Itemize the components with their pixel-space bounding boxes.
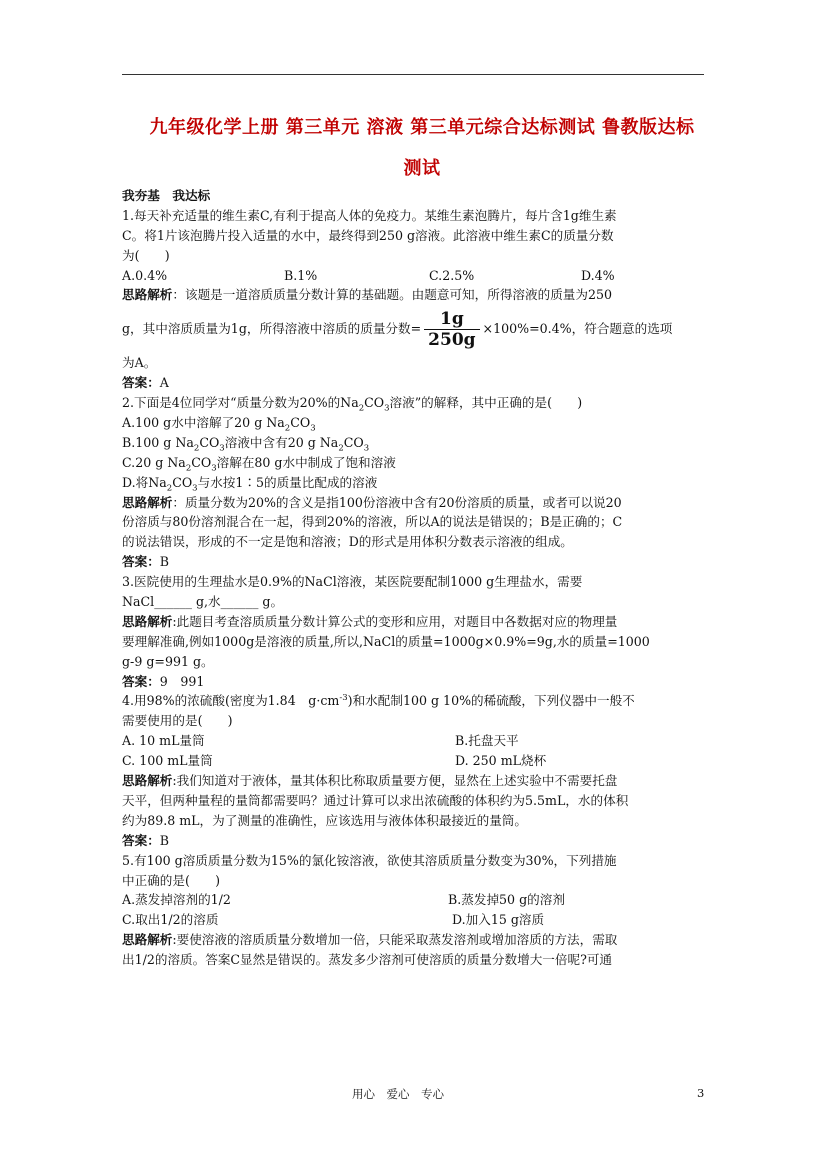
question-5 — [122, 851, 710, 970]
analysis-text: 份溶质与80份溶剂混合在一起，得到20%的溶液，所以A的说法是错误的；B是正确的；C — [122, 514, 623, 530]
question-4-line: 需要使用的是( ) — [122, 713, 233, 729]
option-b — [122, 433, 710, 453]
analysis-text: :要使溶液的溶质质量分数增加一倍，只能采取蒸发溶剂或增加溶质的方法，需取 — [172, 932, 618, 948]
option-a: A.蒸发掉溶剂的1/2 — [122, 892, 231, 908]
text-run: 溶液”的解释，其中正确的是( ) — [389, 395, 583, 411]
analysis-text: ：该题是一道溶质质量分数计算的基础题。由题意可知，所得溶液的质量为250 — [172, 287, 613, 303]
subscript: 3 — [192, 483, 198, 494]
question-1 — [122, 206, 710, 393]
option-d: D.4% — [581, 267, 615, 283]
option-b: B.1% — [284, 267, 318, 283]
analysis-text: g-9 g=991 g。 — [122, 653, 214, 669]
text-run: D.将Na — [122, 474, 167, 490]
question-3-line: 3.医院使用的生理盐水是0.9%的NaCl溶液，某医院要配制1000 g生理盐水，需要 — [122, 574, 583, 590]
question-4-options — [122, 731, 710, 751]
answer-value: A — [159, 375, 169, 391]
option-b: B.托盘天平 — [455, 733, 519, 749]
text-run: A.100 g水中溶解了20 g Na — [122, 415, 285, 431]
analysis-text: 要理解准确,例如1000g是溶液的质量,所以,NaCl的质量=1000g×0.9%=9g,水的质量=1000 — [122, 633, 650, 649]
text-run: C.20 g Na — [122, 454, 186, 470]
option-b: B.蒸发掉50 g的溶剂 — [448, 892, 565, 908]
question-1-line: 1.每天补充适量的维生素C,有利于提高人体的免疫力。某维生素泡腾片，每片含1g维生素 — [122, 207, 617, 223]
document-title-line-2: 测试 — [403, 158, 441, 179]
subscript: 2 — [358, 403, 365, 414]
analysis-text: 约为89.8 mL，为了测量的准确性，应该选用与液体体积最接近的量筒。 — [122, 812, 527, 828]
question-3-line: NaCl______ g,水______ g。 — [122, 594, 284, 610]
analysis-label: 思路解析 — [122, 932, 173, 948]
question-4-stem — [122, 691, 710, 711]
analysis-label: 思路解析 — [122, 613, 173, 629]
analysis-text: 出1/2的溶质。答案C显然是错误的。蒸发多少溶剂可使溶质的质量分数增大一倍呢?可通 — [122, 952, 613, 968]
subscript: 2 — [193, 443, 200, 454]
answer-label: 答案： — [122, 832, 160, 848]
text-run: CO — [199, 434, 220, 450]
text-run: 与水按1∶5的质量比配成的溶液 — [197, 474, 378, 490]
question-5-options — [122, 910, 710, 930]
text-run: CO — [172, 474, 193, 490]
document-body — [122, 186, 710, 970]
analysis-text: ：质量分数为20%的含义是指100份溶液中含有20份溶质的质量，或者可以说20 — [172, 494, 622, 510]
option-d: D. 250 mL烧杯 — [455, 753, 547, 769]
analysis-formula-line — [122, 305, 710, 353]
mass-fraction-formula — [424, 309, 479, 350]
text-run: B.100 g Na — [122, 434, 194, 450]
subscript: 2 — [338, 443, 344, 454]
header-rule — [122, 74, 704, 75]
superscript: -3 — [339, 693, 348, 704]
analysis-text: :此题目考查溶质质量分数计算公式的变形和应用，对题目中各数据对应的物理量 — [172, 613, 618, 629]
subscript: 2 — [166, 483, 173, 494]
option-d: D.加入15 g溶质 — [452, 912, 545, 928]
answer-value: B — [159, 832, 170, 848]
question-3 — [122, 572, 710, 691]
subscript: 3 — [363, 443, 370, 454]
answer-label: 答案： — [122, 673, 160, 689]
text-run: )和水配制100 g 10%的稀硫酸，下列仪器中一般不 — [347, 693, 635, 709]
question-4 — [122, 691, 710, 850]
question-1-options — [122, 266, 710, 286]
subscript: 3 — [384, 403, 390, 414]
option-a: A.0.4% — [122, 267, 168, 283]
answer-value: B — [159, 554, 170, 570]
answer-label: 答案： — [122, 375, 160, 391]
question-4-options — [122, 751, 710, 771]
option-c: C.取出1/2的溶质 — [122, 912, 219, 928]
text-run: CO — [191, 454, 212, 470]
text-run: CO — [290, 415, 311, 431]
analysis-text: 为A。 — [122, 355, 157, 371]
answer-value: 9 991 — [159, 673, 205, 689]
option-d — [122, 473, 710, 493]
analysis-text: g，其中溶质质量为1g，所得溶液中溶质的质量分数= — [122, 321, 422, 337]
option-c: C. 100 mL量筒 — [122, 753, 213, 769]
analysis-text: 的说法错误，形成的不一定是饱和溶液；D的形式是用体积分数表示溶液的组成。 — [122, 534, 573, 550]
question-5-line: 中正确的是( ) — [122, 872, 220, 888]
option-a — [122, 413, 710, 433]
question-5-options — [122, 890, 710, 910]
text-run: CO — [343, 434, 364, 450]
analysis-label: 思路解析 — [122, 287, 173, 303]
analysis-text: :我们知道对于液体，量其体积比称取质量要方便，显然在上述实验中不需要托盘 — [172, 773, 618, 789]
footer-motto: 用心 爱心 专心 — [352, 1087, 444, 1101]
option-c: C.2.5% — [429, 267, 475, 283]
question-1-line: C。将1片该泡腾片投入适量的水中，最终得到250 g溶液。此溶液中维生素C的质量分数 — [122, 227, 614, 243]
question-2 — [122, 393, 710, 572]
analysis-text: ×100%=0.4%，符合题意的选项 — [482, 321, 673, 337]
option-c — [122, 453, 710, 473]
subscript: 2 — [284, 423, 291, 434]
subscript: 3 — [310, 423, 316, 434]
document-title-line-1: 九年级化学上册 第三单元 溶液 第三单元综合达标测试 鲁教版达标 — [149, 117, 695, 138]
analysis-label: 思路解析 — [122, 773, 173, 789]
fraction-numerator: 1g — [440, 308, 464, 329]
analysis-label: 思路解析 — [122, 494, 173, 510]
text-run: 溶液中含有20 g Na — [224, 434, 339, 450]
subscript: 2 — [185, 463, 192, 474]
question-2-stem — [122, 393, 710, 413]
question-5-line: 5.有100 g溶质质量分数为15%的氯化铵溶液，欲使其溶质质量分数变为30%，下列措施 — [122, 852, 617, 868]
text-run: 2.下面是4位同学对“质量分数为20%的Na — [122, 395, 359, 411]
question-1-line: 为( ) — [122, 247, 170, 263]
fraction-denominator: 250g — [424, 329, 479, 350]
option-a: A. 10 mL量筒 — [122, 733, 205, 749]
section-heading: 我夯基 我达标 — [122, 188, 211, 203]
text-run: CO — [364, 395, 385, 411]
answer-label: 答案： — [122, 554, 160, 570]
text-run: 4.用98%的浓硫酸(密度为1.84 g·cm — [122, 693, 340, 709]
analysis-text: 天平，但两种量程的量筒都需要吗？通过计算可以求出浓硫酸的体积约为5.5mL，水的体积 — [122, 792, 629, 808]
subscript: 3 — [219, 443, 225, 454]
text-run: 溶解在80 g水中制成了饱和溶液 — [216, 454, 396, 470]
page-number: 3 — [697, 1086, 705, 1100]
subscript: 3 — [211, 463, 217, 474]
